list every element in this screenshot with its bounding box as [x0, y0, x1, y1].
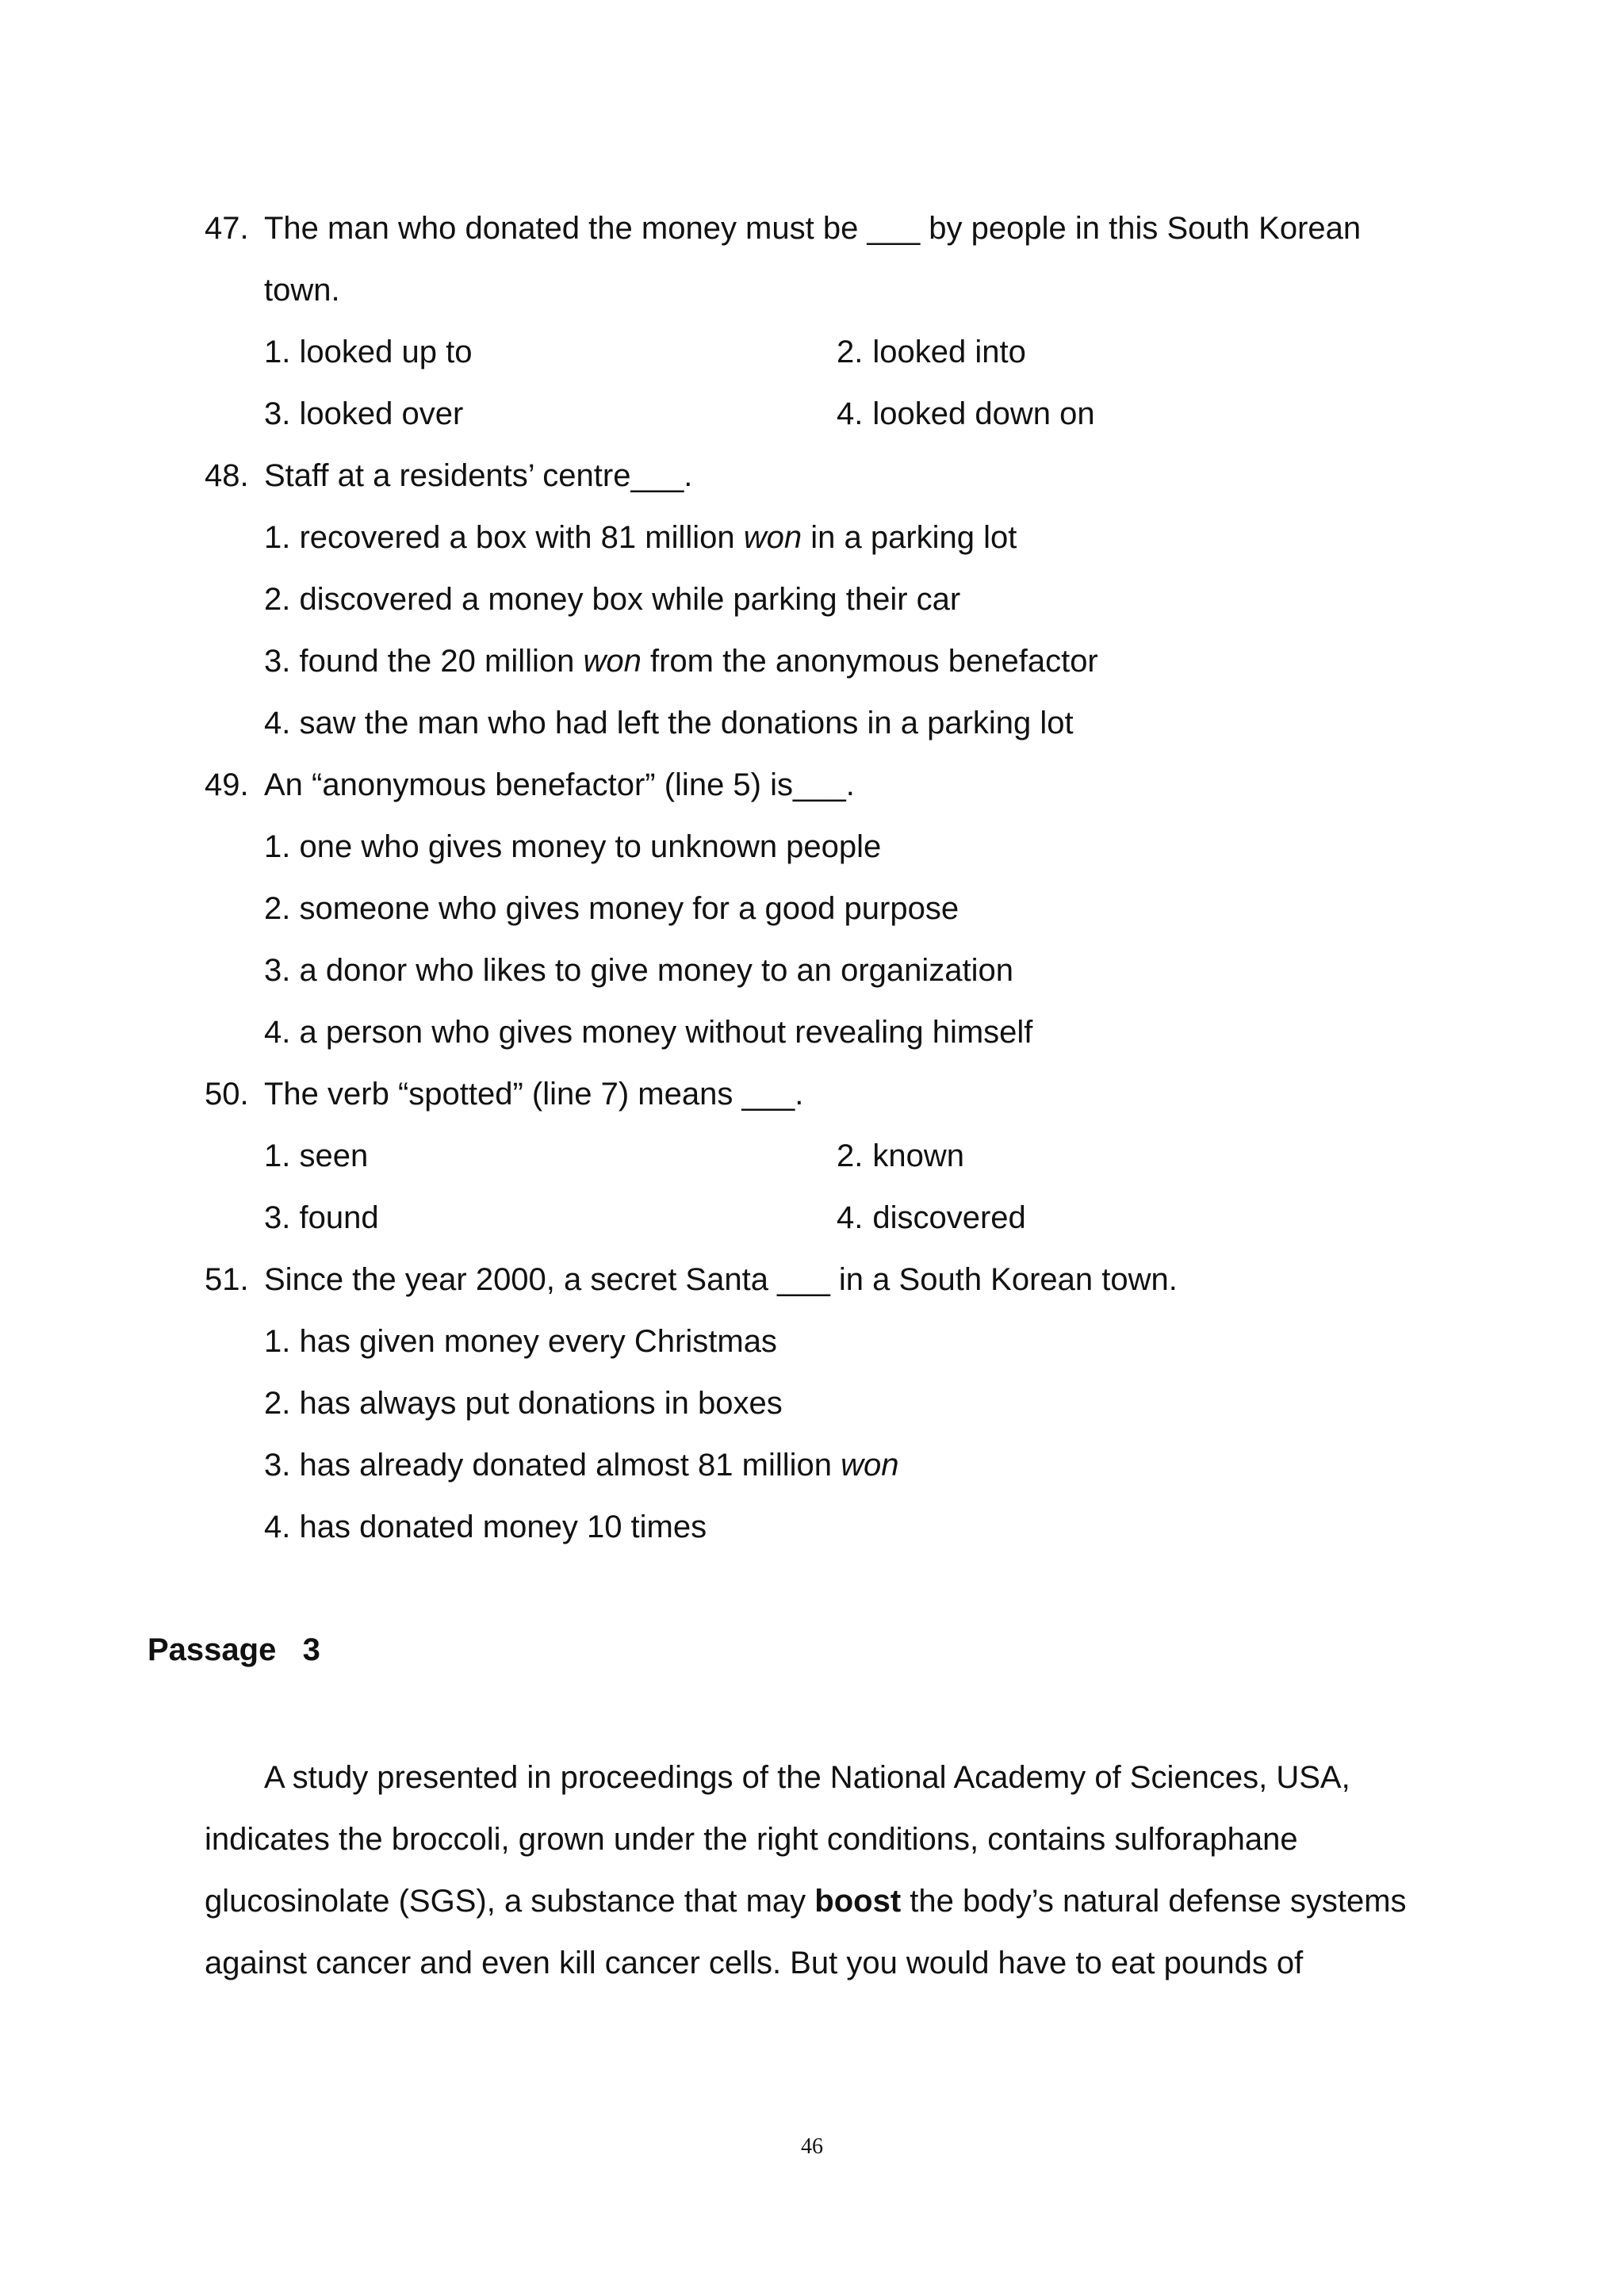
bold-word: boost — [814, 1884, 902, 1919]
option-text: 4. saw the man who had left the donations in a parking lot — [264, 706, 1074, 740]
option-1: 1. looked up to — [264, 335, 473, 369]
question-number: 51. — [205, 1262, 249, 1297]
question-number: 49. — [205, 767, 249, 802]
option-text: 3. found the 20 million won from the anonymous benefactor — [264, 644, 1098, 679]
option-2: 2. looked into — [837, 335, 1026, 369]
option-3: 3. looked over — [264, 396, 464, 431]
question-number: 48. — [205, 458, 249, 493]
option-text: 1. one who gives money to unknown people — [264, 829, 882, 864]
option-text: 2. has always put donations in boxes — [264, 1386, 783, 1421]
question-stem: The verb “spotted” (line 7) means ___. — [264, 1077, 804, 1112]
passage-line-4: against cancer and even kill cancer cells. But you would have to eat pounds of — [205, 1946, 1304, 1980]
option-2: 2. known — [837, 1138, 964, 1173]
passage-line-1: A study presented in proceedings of the National Academy of Sciences, USA, — [264, 1760, 1350, 1795]
passage-heading: Passage 3 — [147, 1632, 320, 1667]
question-stem: The man who donated the money must be ___ by people in this South Korean — [264, 211, 1362, 246]
question-number: 47. — [205, 211, 249, 246]
passage-line-2: indicates the broccoli, grown under the right conditions, contains sulforaphane — [205, 1822, 1298, 1857]
option-4: 4. discovered — [837, 1200, 1026, 1235]
question-stem-continuation: town. — [264, 273, 340, 308]
option-4: 4. looked down on — [837, 396, 1095, 431]
question-number: 50. — [205, 1077, 249, 1112]
option-text: 1. recovered a box with 81 million won in a parking lot — [264, 520, 1017, 555]
question-stem: An “anonymous benefactor” (line 5) is___. — [264, 767, 855, 802]
passage-line-3: glucosinolate (SGS), a substance that may boost the body’s natural defense systems — [205, 1884, 1407, 1919]
option-text: 2. someone who gives money for a good purpose — [264, 891, 959, 926]
option-text: 3. has already donated almost 81 million won — [264, 1448, 899, 1483]
page-number: 46 — [801, 2134, 823, 2159]
question-stem: Since the year 2000, a secret Santa ___ in a South Korean town. — [264, 1262, 1178, 1297]
question-stem: Staff at a residents’ centre___. — [264, 458, 693, 493]
option-text: 3. a donor who likes to give money to an organization — [264, 953, 1014, 988]
option-text: 4. has donated money 10 times — [264, 1510, 707, 1544]
option-1: 1. seen — [264, 1138, 369, 1173]
option-text: 1. has given money every Christmas — [264, 1324, 777, 1359]
option-text: 2. discovered a money box while parking their car — [264, 582, 961, 617]
option-text: 4. a person who gives money without revealing himself — [264, 1015, 1033, 1050]
option-3: 3. found — [264, 1200, 379, 1235]
